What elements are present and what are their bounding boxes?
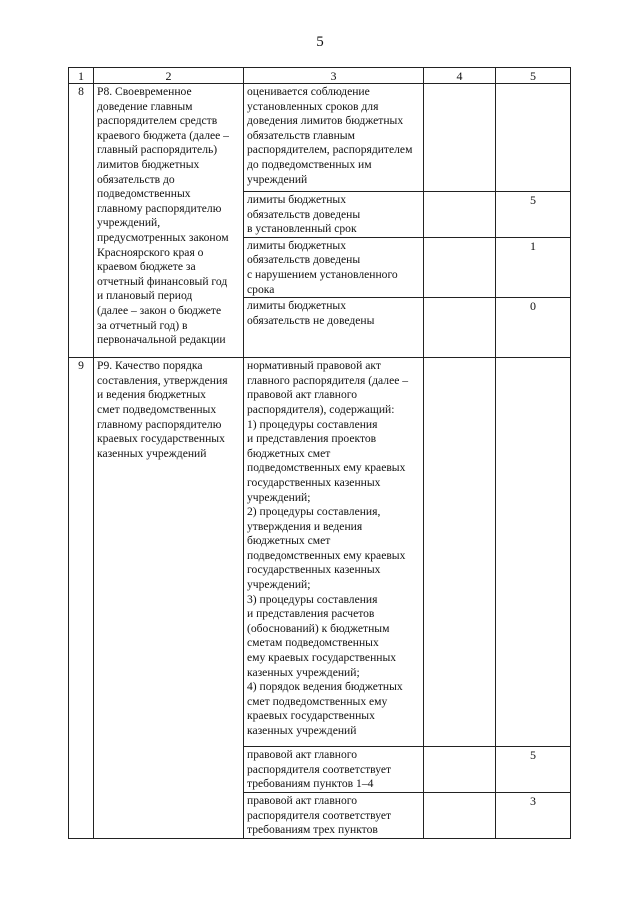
- criterion-text: нормативный правовой акт главного распорядителя (далее – правовой акт главного распорядителя), содержащий: 1) процедуры составления и представления проектов бюджетных смет подведомственных ему краевых государственных казенных учреждений; 2) процедуры составления, утверждения и ведения бюджетных смет подведомственных ему краевых государственных казенных учреждений; 3) процедуры составления и представления расчетов (обоснований) к бюджетным сметам подведомственных ему краевых государственных казенных учреждений; 4) порядок ведения бюджетных смет подведомственных ему краевых государственных казенных учреждений: [244, 358, 424, 747]
- header-cell-1: 1: [69, 68, 94, 84]
- score-cell: [496, 358, 571, 747]
- row-number: 9: [69, 358, 94, 839]
- column-4-cell: [424, 747, 496, 793]
- criterion-text: правовой акт главного распорядителя соответствует требованиям пунктов 1–4: [244, 747, 424, 793]
- header-cell-4: 4: [424, 68, 496, 84]
- column-4-cell: [424, 298, 496, 358]
- criterion-text: оценивается соблюдение установленных сроков для доведения лимитов бюджетных обязательств главным распорядителем, распорядителем до подведомственных им учреждений: [244, 84, 424, 192]
- column-4-cell: [424, 793, 496, 839]
- page-number: 5: [316, 34, 324, 50]
- score-cell: [496, 84, 571, 192]
- score-cell: 5: [496, 192, 571, 238]
- table-row: [69, 358, 571, 747]
- column-4-cell: [424, 192, 496, 238]
- score-cell: 3: [496, 793, 571, 839]
- score-cell: 1: [496, 237, 571, 297]
- criteria-table: [68, 67, 571, 839]
- header-cell-3: 3: [244, 68, 424, 84]
- indicator-text: Р9. Качество порядка составления, утверждения и ведения бюджетных смет подведомственных главному распорядителю краевых государственных казенных учреждений: [94, 358, 244, 839]
- criterion-text: правовой акт главного распорядителя соответствует требованиям трех пунктов: [244, 793, 424, 839]
- column-4-cell: [424, 358, 496, 747]
- column-4-cell: [424, 237, 496, 297]
- header-cell-2: 2: [94, 68, 244, 84]
- indicator-text: Р8. Своевременное доведение главным распорядителем средств краевого бюджета (далее – главный распорядитель) лимитов бюджетных обязательств до подведомственных главному распорядителю учреждений, предусмотренных законом Красноярского края о краевом бюджете за отчетный финансовый год и плановый период (далее – закон о бюджете за отчетный год) в первоначальной редакции: [94, 84, 244, 358]
- criterion-text: лимиты бюджетных обязательств доведены в установленный срок: [244, 192, 424, 238]
- table-row: [69, 84, 571, 192]
- row-number: 8: [69, 84, 94, 358]
- criterion-text: лимиты бюджетных обязательств доведены с нарушением установленного срока: [244, 237, 424, 297]
- score-cell: 5: [496, 747, 571, 793]
- column-4-cell: [424, 84, 496, 192]
- score-cell: 0: [496, 298, 571, 358]
- header-cell-5: 5: [496, 68, 571, 84]
- table-header-row: [69, 68, 571, 84]
- criterion-text: лимиты бюджетных обязательств не доведены: [244, 298, 424, 358]
